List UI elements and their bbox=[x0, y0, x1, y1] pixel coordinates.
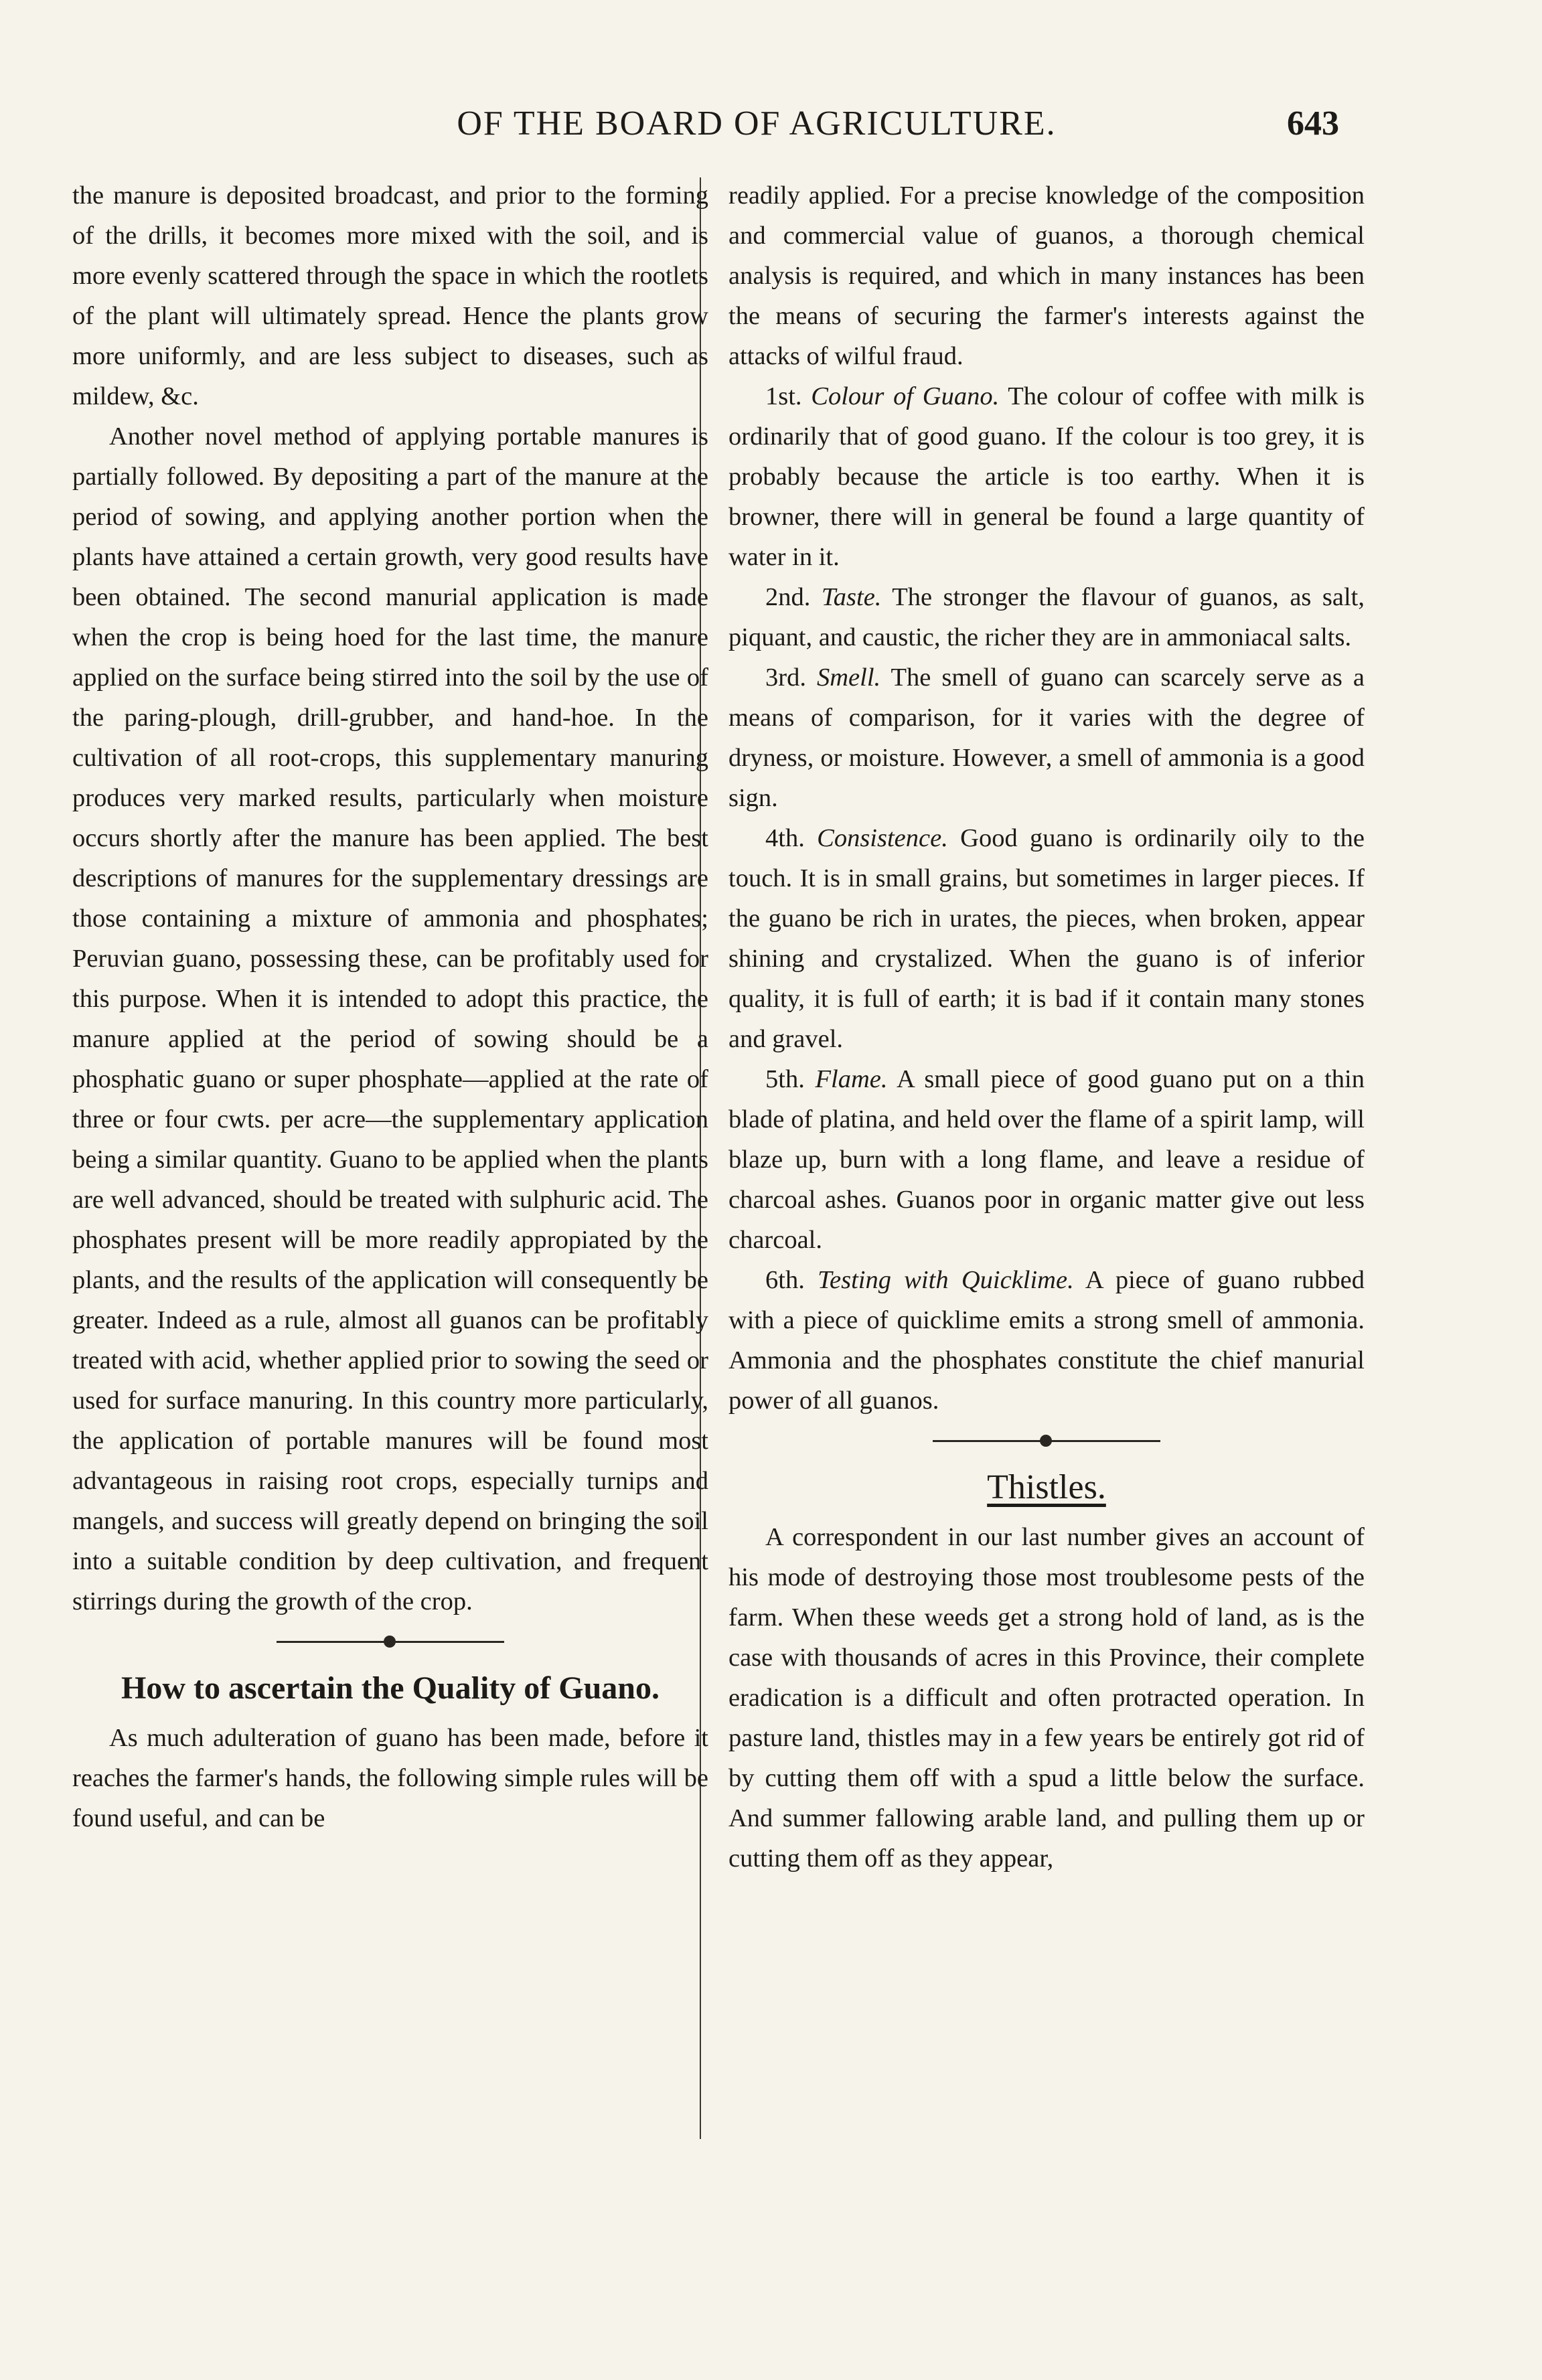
item-text: A piece of guano rubbed with a piece of quicklime emits a strong smell of ammonia. Ammonia and the phosphates constitute the chief manurial power of all guanos. bbox=[728, 1266, 1365, 1415]
paragraph: As much adulteration of guano has been made, before it reaches the farmer's hands, the following simple rules will be found useful, and can be bbox=[72, 1724, 708, 1832]
numbered-item bbox=[728, 818, 1365, 1059]
section-title: Thistles. bbox=[987, 1468, 1106, 1506]
separator-ornament bbox=[277, 1628, 504, 1655]
numbered-item bbox=[728, 657, 1365, 818]
item-number: 3rd. bbox=[765, 663, 806, 692]
item-number: 1st. bbox=[765, 382, 802, 410]
numbered-item bbox=[728, 376, 1365, 577]
item-text: The stronger the flavour of guanos, as salt, piquant, and caustic, the richer they are in ammoniacal salts. bbox=[728, 583, 1365, 651]
item-heading: Taste. bbox=[821, 583, 882, 611]
left-column bbox=[72, 175, 708, 2284]
item-number: 6th. bbox=[765, 1266, 805, 1294]
section-title: How to ascertain the Quality of Guano. bbox=[121, 1670, 660, 1706]
item-text: A small piece of good guano put on a thin blade of platina, and held over the flame of a spirit lamp, will blaze up, burn with a long flame, and leave a residue of charcoal ashes. Guanos poor in organic matter give out less charcoal. bbox=[728, 1065, 1365, 1254]
item-heading: Colour of Guano. bbox=[811, 382, 1000, 410]
running-head: OF THE BOARD OF AGRICULTURE. bbox=[457, 104, 1057, 143]
paragraph: Another novel method of applying portable manures is partially followed. By depositing a part of the manure at the period of sowing, and applying another portion when the plants have attained a certain growth, very good results have been obtained. The second manurial application is made when the crop is being hoed for the last time, the manure applied on the surface being stirred into the soil by the use of the paring-plough, drill-grubber, and hand-hoe. In the cultivation of all root-crops, this supplementary manuring produces very marked results, particularly when moisture occurs shortly after the manure has been applied. The best descriptions of manures for the supplementary dressings are those containing a mixture of ammonia and phosphates; Peruvian guano, possessing these, can be profitably used for this purpose. When it is intended to adopt this practice, the manure applied at the period of sowing should be a phosphatic guano or super phosphate—applied at the rate of three or four cwts. per acre—the supplementary application being a similar quantity. Guano to be applied when the plants are well advanced, should be treated with sulphuric acid. The phosphates present will be more readily appropiated by the plants, and the results of the application will consequently be greater. Indeed as a rule, almost all guanos can be profitably treated with acid, whether applied prior to sowing the seed or used for surface manuring. In this country more particularly, the application of portable manures will be found most advantageous in raising root crops, especially turnips and mangels, and success will greatly depend on bringing the soil into a suitable condition by deep cultivation, and frequent stirrings during the growth of the crop. bbox=[72, 422, 708, 1615]
item-number: 4th. bbox=[765, 824, 805, 852]
numbered-item bbox=[728, 1059, 1365, 1260]
page-header bbox=[0, 94, 1542, 154]
item-heading: Consistence. bbox=[817, 824, 948, 852]
numbered-item bbox=[728, 1260, 1365, 1421]
separator-ornament bbox=[933, 1427, 1160, 1454]
item-text: The smell of guano can scarcely serve as a means of comparison, for it varies with the degree of dryness, or moisture. However, a smell of ammonia is a good sign. bbox=[728, 663, 1365, 812]
page-number: 643 bbox=[1287, 104, 1339, 143]
item-text: Good guano is ordinarily oily to the touch. It is in small grains, but sometimes in larger pieces. If the guano be rich in urates, the pieces, when broken, appear shining and crystalized. When the guano is of inferior quality, it is full of earth; it is bad if it contain many stones and gravel. bbox=[728, 824, 1365, 1053]
right-column bbox=[728, 175, 1365, 2284]
paragraph: the manure is deposited broadcast, and prior to the forming of the drills, it becomes more mixed with the soil, and is more evenly scattered through the space in which the rootlets of the plant will ultimately spread. Hence the plants grow more uniformly, and are less subject to diseases, such as mildew, &c. bbox=[72, 181, 708, 410]
numbered-item bbox=[728, 577, 1365, 657]
paragraph: A correspondent in our last number gives an account of his mode of destroying those most troublesome pests of the farm. When these weeds get a strong hold of land, as is the case with thousands of acres in this Province, their complete eradication is a difficult and often protracted operation. In pasture land, thistles may in a few years be entirely got rid of by cutting them off with a spud a little below the surface. And summer fallowing arable land, and pulling them up or cutting them off as they appear, bbox=[728, 1523, 1365, 1873]
item-heading: Smell. bbox=[816, 663, 881, 692]
item-number: 2nd. bbox=[765, 583, 811, 611]
paragraph: readily applied. For a precise knowledge of the composition and commercial value of guanos, a thorough chemical analysis is required, and which in many instances has been the means of securing the farmer's interests against the attacks of wilful fraud. bbox=[728, 181, 1365, 370]
item-text: The colour of coffee with milk is ordinarily that of good guano. If the colour is too grey, it is probably because the article is too earthy. When it is browner, there will in general be found a large quantity of water in it. bbox=[728, 382, 1365, 571]
item-heading: Flame. bbox=[815, 1065, 888, 1093]
item-heading: Testing with Quicklime. bbox=[818, 1266, 1074, 1294]
item-number: 5th. bbox=[765, 1065, 805, 1093]
